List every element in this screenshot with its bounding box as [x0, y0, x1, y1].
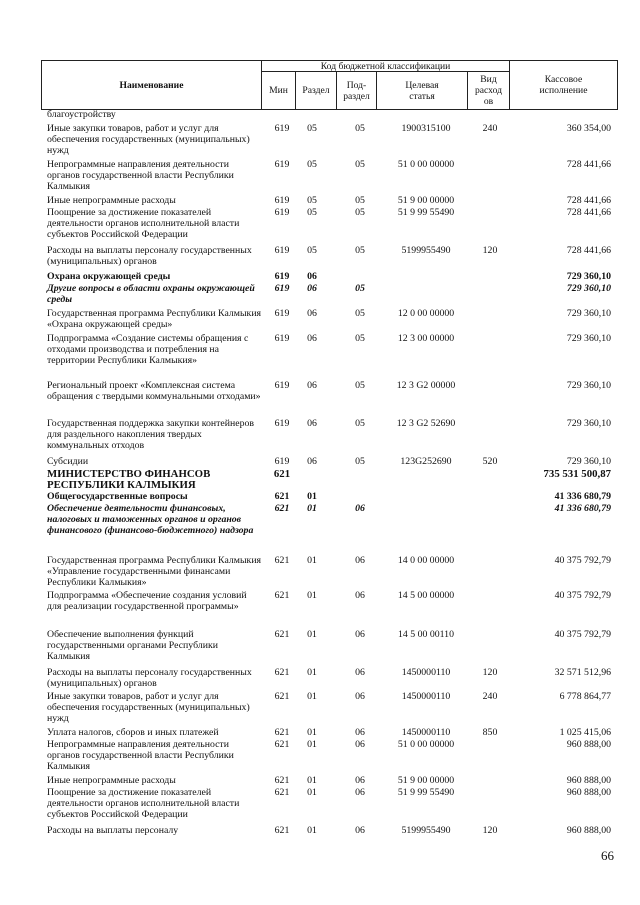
code-podrazdel: 05 — [355, 333, 365, 344]
cash-amount: 729 360,10 — [566, 271, 611, 282]
code-min: 619 — [274, 195, 290, 206]
code-min: 621 — [274, 590, 290, 601]
code-expense-type: 850 — [482, 727, 498, 738]
header-expense-type: Вид расход ов — [467, 71, 510, 110]
cash-amount: 729 360,10 — [566, 308, 611, 319]
row-name: Непрограммные направления деятельности органов государственной власти Республики Калмыкия — [47, 739, 234, 772]
code-target-article: 1450000110 — [401, 667, 451, 678]
code-podrazdel: 06 — [355, 629, 365, 640]
code-razdel: 06 — [307, 380, 317, 391]
code-min: 619 — [274, 333, 290, 344]
code-target-article: 1450000110 — [401, 691, 451, 702]
row-name: благоустройству — [47, 109, 116, 120]
code-expense-type: 240 — [482, 691, 498, 702]
row-name: Поощрение за достижение показателей деятельности органов исполнительной власти субъектов Российской Федерации — [47, 207, 240, 240]
code-razdel: 01 — [307, 503, 317, 514]
code-target-article: 51 9 99 55490 — [397, 207, 455, 218]
cash-amount: 360 354,00 — [566, 123, 611, 134]
header-cash-execution: Кассовое исполнение — [509, 60, 618, 110]
code-razdel: 06 — [307, 456, 317, 467]
row-name: Непрограммные направления деятельности органов государственной власти Республики Калмыкия — [47, 159, 234, 192]
header-code-group: Код бюджетной классификации — [261, 60, 510, 72]
code-target-article: 12 3 G2 52690 — [396, 418, 456, 429]
row-name: Общегосударственные вопросы — [47, 491, 188, 502]
code-podrazdel: 05 — [355, 123, 365, 134]
row-name: Иные закупки товаров, работ и услуг для обеспечения государственных (муниципальных) нужд — [47, 691, 250, 724]
code-target-article: 5199955490 — [401, 825, 451, 836]
code-razdel: 01 — [307, 691, 317, 702]
cash-amount: 728 441,66 — [566, 159, 611, 170]
code-target-article: 51 0 00 00000 — [397, 739, 455, 750]
code-expense-type: 120 — [482, 667, 498, 678]
cash-amount: 729 360,10 — [566, 283, 611, 294]
code-min: 621 — [274, 503, 290, 514]
code-target-article: 12 3 00 00000 — [397, 333, 455, 344]
row-name: Обеспечение выполнения функций государственными органами Республики Калмыкия — [47, 629, 218, 662]
row-name: Иные непрограммные расходы — [47, 195, 176, 206]
code-razdel: 06 — [307, 271, 317, 282]
code-min: 619 — [274, 245, 290, 256]
row-name: Другие вопросы в области охраны окружающей среды — [47, 283, 255, 305]
cash-amount: 40 375 792,79 — [554, 590, 611, 601]
cash-amount: 729 360,10 — [566, 333, 611, 344]
code-podrazdel: 06 — [355, 503, 365, 514]
code-min: 621 — [274, 629, 290, 640]
row-name: Охрана окружающей среды — [47, 271, 171, 282]
cash-amount: 728 441,66 — [566, 245, 611, 256]
code-podrazdel: 06 — [355, 691, 365, 702]
code-razdel: 01 — [307, 787, 317, 798]
code-podrazdel: 05 — [355, 245, 365, 256]
row-name: Субсидии — [47, 456, 89, 467]
cash-amount: 41 336 680,79 — [554, 491, 611, 502]
code-min: 619 — [274, 456, 290, 467]
row-name: Расходы на выплаты персоналу государственных (муниципальных) органов — [47, 245, 252, 267]
header-podrazdel: Под- раздел — [336, 71, 377, 110]
code-expense-type: 240 — [482, 123, 498, 134]
code-podrazdel: 06 — [355, 787, 365, 798]
code-min: 619 — [274, 207, 290, 218]
code-podrazdel: 05 — [355, 159, 365, 170]
code-razdel: 01 — [307, 629, 317, 640]
code-target-article: 51 9 00 00000 — [397, 195, 455, 206]
code-razdel: 01 — [307, 667, 317, 678]
code-podrazdel: 06 — [355, 727, 365, 738]
code-target-article: 1450000110 — [401, 727, 451, 738]
header-name: Наименование — [41, 60, 262, 110]
row-name: Расходы на выплаты персоналу — [47, 825, 179, 836]
cash-amount: 960 888,00 — [566, 825, 611, 836]
cash-amount: 960 888,00 — [566, 787, 611, 798]
code-min: 621 — [274, 787, 290, 798]
code-razdel: 05 — [307, 123, 317, 134]
code-min: 621 — [274, 691, 290, 702]
code-min: 619 — [274, 380, 290, 391]
code-razdel: 01 — [307, 727, 317, 738]
code-expense-type: 120 — [482, 825, 498, 836]
code-podrazdel: 06 — [355, 775, 365, 786]
code-expense-type: 120 — [482, 245, 498, 256]
cash-amount: 728 441,66 — [566, 207, 611, 218]
header-target-article: Целевая статья — [376, 71, 468, 110]
row-name: Государственная программа Республики Калмыкия «Управление государственными финансами Республики Калмыкия» — [47, 555, 262, 588]
code-razdel: 01 — [307, 825, 317, 836]
code-razdel: 05 — [307, 245, 317, 256]
code-podrazdel: 06 — [355, 739, 365, 750]
code-razdel: 05 — [307, 207, 317, 218]
table-header — [41, 60, 618, 110]
code-podrazdel: 05 — [355, 207, 365, 218]
code-min: 619 — [274, 271, 290, 282]
code-target-article: 51 0 00 00000 — [397, 159, 455, 170]
code-razdel: 01 — [307, 739, 317, 750]
code-podrazdel: 05 — [355, 283, 365, 294]
code-razdel: 01 — [307, 555, 317, 566]
code-target-article: 1900315100 — [401, 123, 451, 134]
header-min: Мин — [261, 71, 296, 110]
cash-amount: 729 360,10 — [566, 418, 611, 429]
code-razdel: 06 — [307, 418, 317, 429]
cash-amount: 728 441,66 — [566, 195, 611, 206]
code-podrazdel: 05 — [355, 456, 365, 467]
cash-amount: 40 375 792,79 — [554, 629, 611, 640]
code-target-article: 51 9 99 55490 — [397, 787, 455, 798]
code-target-article: 14 5 00 00110 — [398, 629, 454, 640]
cash-amount: 41 336 680,79 — [554, 503, 611, 514]
code-min: 621 — [273, 468, 291, 480]
row-name: Обеспечение деятельности финансовых, налоговых и таможенных органов и органов финансового (финансово-бюджетного) надзора — [47, 503, 254, 536]
code-min: 619 — [274, 418, 290, 429]
code-target-article: 14 0 00 00000 — [397, 555, 455, 566]
row-name: Иные закупки товаров, работ и услуг для обеспечения государственных (муниципальных) нужд — [47, 123, 250, 156]
code-min: 621 — [274, 739, 290, 750]
row-name: Региональный проект «Комплексная система обращения с твердыми коммунальными отходами» — [47, 380, 261, 402]
cash-amount: 1 025 415,06 — [559, 727, 611, 738]
cash-amount: 729 360,10 — [566, 456, 611, 467]
page-number: 66 — [601, 848, 614, 863]
row-name: Подпрограмма «Создание системы обращения с отходами производства и потребления на территории Республики Калмыкия» — [47, 333, 249, 366]
cash-amount: 735 531 500,87 — [543, 468, 611, 480]
row-name: Государственная программа Республики Калмыкия «Охрана окружающей среды» — [47, 308, 262, 330]
cash-amount: 32 571 512,96 — [554, 667, 611, 678]
row-name: Расходы на выплаты персоналу государственных (муниципальных) органов — [47, 667, 252, 689]
code-min: 621 — [274, 667, 290, 678]
code-podrazdel: 05 — [355, 195, 365, 206]
row-name: Уплата налогов, сборов и иных платежей — [47, 727, 219, 738]
code-razdel: 01 — [307, 590, 317, 601]
code-min: 621 — [274, 727, 290, 738]
header-razdel: Раздел — [295, 71, 337, 110]
cash-amount: 960 888,00 — [566, 775, 611, 786]
code-podrazdel: 05 — [355, 380, 365, 391]
cash-amount: 40 375 792,79 — [554, 555, 611, 566]
code-podrazdel: 05 — [355, 418, 365, 429]
code-podrazdel: 06 — [355, 667, 365, 678]
code-min: 621 — [274, 775, 290, 786]
code-expense-type: 520 — [482, 456, 498, 467]
code-target-article: 12 0 00 00000 — [397, 308, 455, 319]
row-name: Государственная поддержка закупки контейнеров для раздельного накопления твердых коммунальных отходов — [47, 418, 254, 451]
code-target-article: 51 9 00 00000 — [397, 775, 455, 786]
code-podrazdel: 06 — [355, 590, 365, 601]
cash-amount: 6 778 864,77 — [559, 691, 611, 702]
code-target-article: 5199955490 — [401, 245, 451, 256]
code-razdel: 01 — [307, 775, 317, 786]
code-podrazdel: 06 — [355, 555, 365, 566]
code-target-article: 123G252690 — [400, 456, 452, 467]
code-razdel: 01 — [307, 491, 317, 502]
row-name: Подпрограмма «Обеспечение создания условий для реализации государственной программы» — [47, 590, 247, 612]
code-min: 619 — [274, 283, 290, 294]
cash-amount: 960 888,00 — [566, 739, 611, 750]
code-razdel: 06 — [307, 308, 317, 319]
cash-amount: 729 360,10 — [566, 380, 611, 391]
code-min: 621 — [274, 491, 290, 502]
code-min: 621 — [274, 825, 290, 836]
row-name: МИНИСТЕРСТВО ФИНАНСОВ РЕСПУБЛИКИ КАЛМЫКИЯ — [47, 468, 211, 492]
code-razdel: 06 — [307, 333, 317, 344]
code-podrazdel: 06 — [355, 825, 365, 836]
code-razdel: 06 — [307, 283, 317, 294]
code-min: 621 — [274, 555, 290, 566]
row-name: Иные непрограммные расходы — [47, 775, 176, 786]
code-min: 619 — [274, 123, 290, 134]
code-target-article: 14 5 00 00000 — [397, 590, 455, 601]
row-name: Поощрение за достижение показателей деятельности органов исполнительной власти субъектов Российской Федерации — [47, 787, 240, 820]
code-razdel: 05 — [307, 159, 317, 170]
code-min: 619 — [274, 159, 290, 170]
code-podrazdel: 05 — [355, 308, 365, 319]
code-target-article: 12 3 G2 00000 — [396, 380, 456, 391]
code-razdel: 05 — [307, 195, 317, 206]
code-min: 619 — [274, 308, 290, 319]
